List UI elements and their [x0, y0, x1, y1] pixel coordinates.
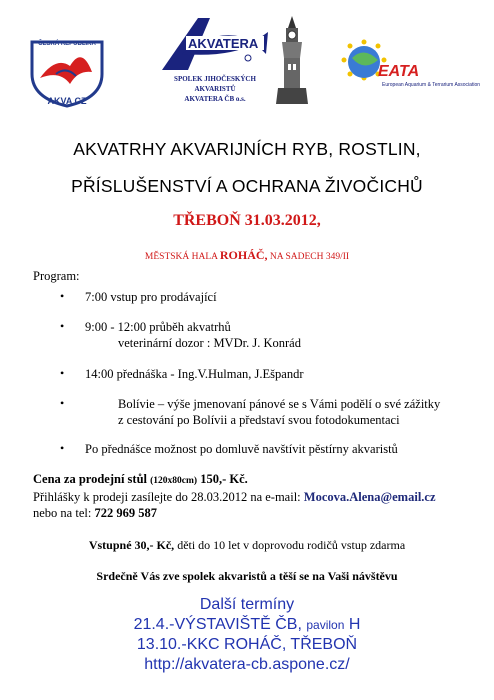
program-bullet-5: •: [60, 441, 65, 455]
invitation-line: Srdečně Vás zve spolek akvaristů a těší se na Vaši návštěvu: [96, 569, 398, 583]
further-date-1-main: 21.4.-VÝSTAVIŠTĚ ČB,: [133, 616, 302, 633]
program-bullet-3: •: [60, 366, 65, 380]
venue-suffix: NA SADECH 349/II: [269, 252, 350, 262]
org-line-3: AKVATERA ČB o.s.: [184, 95, 246, 103]
program-bullet-4: •: [60, 396, 65, 410]
venue-name: ROHÁČ,: [219, 248, 268, 262]
program-label: Program:: [33, 269, 80, 283]
akva-cz-bottom-text: AKVA CZ: [47, 96, 87, 106]
program-item-2: 9:00 - 12:00 průběh akvatrhů: [85, 320, 231, 334]
event-date: TŘEBOŇ 31.03.2012,: [173, 212, 321, 229]
price-line: [33, 471, 436, 489]
eata-emblem-icon: [334, 32, 481, 102]
further-dates-title: Další termíny: [199, 596, 295, 613]
program-item-1: 7:00 vstup pro prodávající: [85, 290, 217, 304]
org-line-2: AKVARISTŮ: [194, 85, 236, 93]
event-venue: [0, 248, 494, 263]
further-date-2: 13.10.-KKC ROHÁČ, TŘEBOŇ: [136, 636, 358, 653]
akva-cz-logo: [26, 36, 108, 108]
admission-note: děti do 10 let v doprovodu rodičů vstup zdarma: [177, 538, 406, 552]
akva-cz-top-text: ČESKÁ REPUBLIKA: [38, 41, 96, 47]
headline-line-2: PŘÍSLUŠENSTVÍ A OCHRANA ŽIVOČICHŮ: [71, 176, 423, 196]
logo-bar: [0, 0, 494, 120]
price-table-size: (120x80cm): [150, 476, 198, 486]
contact-email-link[interactable]: Mocova.Alena@email.cz: [303, 490, 436, 504]
further-date-1-end: H: [348, 616, 361, 633]
phone-line: [33, 505, 436, 521]
eata-subtitle: European Aquarium & Terrarium Association: [382, 82, 481, 88]
contact-phone: 722 969 587: [94, 506, 157, 520]
akvatera-logo-icon: [158, 14, 270, 74]
headline-line-1: AKVATRHY AKVARIJNÍCH RYB, ROSTLIN,: [73, 139, 421, 159]
applications-line: [33, 489, 436, 505]
program-bullet-2: •: [60, 319, 65, 333]
program-item-4-cont: z cestování po Bolívii a představí svou fotodokumentaci: [118, 413, 400, 427]
further-date-1: [0, 616, 494, 634]
program-item-3: 14:00 přednáška - Ing.V.Hulman, J.Ešpandr: [85, 367, 304, 381]
program-bullet-1: •: [60, 289, 65, 303]
admission-price: Vstupné 30,- Kč,: [88, 538, 175, 552]
further-date-1-small: pavilon: [306, 618, 345, 632]
venue-prefix: MĚSTSKÁ HALA: [144, 252, 218, 262]
pricing-block: [33, 471, 436, 521]
website-link[interactable]: http://akvatera-cb.aspone.cz/: [144, 656, 350, 673]
eata-wordmark: EATA: [378, 63, 420, 80]
phone-prefix: nebo na tel:: [33, 506, 92, 520]
applications-text: Přihlášky k prodeji zasílejte do 28.03.2012 na e-mail:: [33, 490, 301, 504]
program-item-5: Po přednášce možnost po domluvě navštívit pěstírny akvaristů: [85, 442, 398, 456]
price-value: 150,- Kč.: [200, 472, 248, 486]
program-item-2-vet: veterinární dozor : MVDr. J. Konrád: [118, 336, 301, 350]
eata-logo: [334, 32, 481, 102]
akvatera-wordmark: AKVATERA: [188, 36, 259, 51]
price-label: Cena za prodejní stůl: [33, 472, 148, 486]
organization-lines: [150, 74, 280, 104]
admission-line: [0, 538, 494, 553]
town-tower-icon: [274, 14, 310, 106]
org-line-1: SPOLEK JIHOČESKÝCH: [174, 75, 256, 83]
program-item-4: Bolívie – výše jmenovaní pánové se s Vámi podělí o své zážitky: [118, 397, 441, 411]
